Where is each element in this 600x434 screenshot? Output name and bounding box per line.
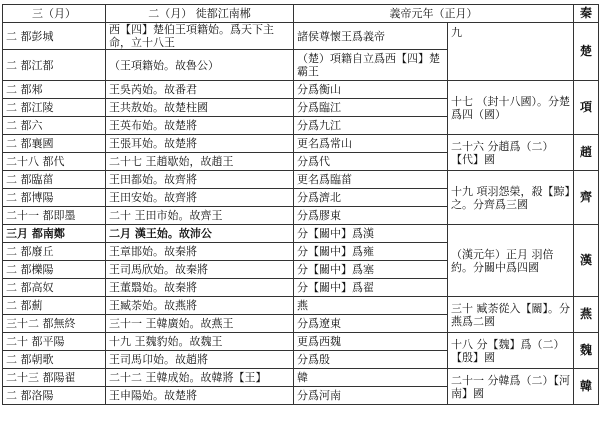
row-18-col2: 王司馬卬始。故趙將 (106, 351, 294, 369)
row-15-col3: 燕 (294, 297, 448, 315)
header-col4: 秦 (574, 5, 599, 23)
table-row (3, 369, 599, 387)
row-5-col3: 分爲九江 (294, 117, 448, 135)
state-han-kingdom: 韓 (574, 369, 599, 405)
row-19-col1: 二十三 都陽翟 (3, 369, 106, 387)
row-18-col3: 分爲殷 (294, 351, 448, 369)
row-10-col3: 分爲膠東 (294, 207, 448, 225)
row-6-col2: 王張耳始。故楚將 (106, 135, 294, 153)
row-19-col2: 二十二 王韓成始。故韓將【王】 (106, 369, 294, 387)
row-14-col3: 分【關中】爲翟 (294, 279, 448, 297)
row-4-col2: 王共敖始。故楚柱國 (106, 99, 294, 117)
row-13-col3: 分【關中】爲塞 (294, 261, 448, 279)
row-19-event: 二十一 分韓爲（二）【河南】國 (448, 369, 574, 405)
row-8-col1: 二 都臨菑 (3, 171, 106, 189)
row-7-col1: 二十八 都代 (3, 153, 106, 171)
row-2-col1: 二 都江都 (3, 50, 106, 81)
header-col3: 義帝元年（正月） (294, 5, 574, 23)
row-8-col3: 更名爲臨菑 (294, 171, 448, 189)
row-20-col1: 二 都洛陽 (3, 387, 106, 405)
header-col2: 二（月） 徙都江南郴 (106, 5, 294, 23)
row-17-col3: 更爲西魏 (294, 333, 448, 351)
row-9-col3: 分爲濟北 (294, 189, 448, 207)
row-6-col1: 二 都襄國 (3, 135, 106, 153)
row-1-event: 九 (448, 23, 574, 81)
row-1-col2: 西【四】楚伯王項籍始。爲天下主命，立十八王 (106, 23, 294, 50)
state-qi: 齊 (574, 171, 599, 225)
row-13-col1: 二 都櫟陽 (3, 261, 106, 279)
row-12-col1: 二 都廢丘 (3, 243, 106, 261)
state-zhao: 趙 (574, 135, 599, 171)
row-2-col3: （楚）項籍自立爲西【四】楚霸王 (294, 50, 448, 81)
row-5-col2: 王英布始。故楚將 (106, 117, 294, 135)
row-15-col1: 二 都薊 (3, 297, 106, 315)
row-18-col1: 二 都朝歌 (3, 351, 106, 369)
row-17-col2: 十九 王魏豹始。故魏王 (106, 333, 294, 351)
row-16-col3: 分爲遼東 (294, 315, 448, 333)
row-8-col2: 王田都始。故齊將 (106, 171, 294, 189)
row-4-col3: 分爲臨江 (294, 99, 448, 117)
row-2-col2: （王項籍始。故魯公） (106, 50, 294, 81)
row-7-col2: 二十七 王趙歇始，故趙王 (106, 153, 294, 171)
row-3-col1: 二 都邾 (3, 81, 106, 99)
row-11-event: （漢元年）正月 羽倍約。分關中爲四國 (448, 225, 574, 297)
row-15-event: 三十 臧荼從入【關】。分燕爲二國 (448, 297, 574, 333)
row-14-col2: 王董翳始。故秦將 (106, 279, 294, 297)
row-9-col1: 二 都博陽 (3, 189, 106, 207)
row-14-col1: 二 都高奴 (3, 279, 106, 297)
row-17-col1: 二十 都平陽 (3, 333, 106, 351)
table-row (3, 171, 599, 189)
state-han: 漢 (574, 225, 599, 297)
table-row (3, 23, 599, 50)
row-20-col2: 王申陽始。故楚將 (106, 387, 294, 405)
table-row (3, 333, 599, 351)
row-20-col3: 分爲河南 (294, 387, 448, 405)
table-row (3, 135, 599, 153)
row-1-col1: 二 都彭城 (3, 23, 106, 50)
row-12-col2: 王章邯始。故秦將 (106, 243, 294, 261)
row-16-col1: 三十二 都無終 (3, 315, 106, 333)
row-19-col3: 韓 (294, 369, 448, 387)
state-wei: 魏 (574, 333, 599, 369)
row-8-event: 十九 項羽怨榮，殺【黥】之。分齊爲三國 (448, 171, 574, 225)
header-col1: 三（月） (3, 5, 106, 23)
table-row (3, 81, 599, 99)
row-6-col3: 更名爲常山 (294, 135, 448, 153)
row-16-col2: 三十一 王韓廣始。故燕王 (106, 315, 294, 333)
row-12-col3: 分【關中】爲雍 (294, 243, 448, 261)
row-17-event: 十八 分【魏】爲（二）【殷】國 (448, 333, 574, 369)
row-9-col2: 王田安始。故齊將 (106, 189, 294, 207)
row-11-col3: 分【關中】爲漢 (294, 225, 448, 243)
state-xiang: 項 (574, 81, 599, 135)
row-6-event: 二十六 分趙爲（二）【代】國 (448, 135, 574, 171)
table-header-row (3, 5, 599, 23)
row-7-col3: 分爲代 (294, 153, 448, 171)
state-yan: 燕 (574, 297, 599, 333)
chronology-table (2, 4, 599, 405)
row-4-col1: 二 都江陵 (3, 99, 106, 117)
table-row (3, 297, 599, 315)
row-11-col2: 二月 漢王始。故沛公 (106, 225, 294, 243)
row-3-col3: 分爲衡山 (294, 81, 448, 99)
row-10-col2: 二十 王田市始。故齊王 (106, 207, 294, 225)
state-chu: 楚 (574, 23, 599, 81)
row-3-event: 十七 （封十八國）。分楚爲四（國） (448, 81, 574, 135)
row-1-col3: 諸侯尊懷王爲義帝 (294, 23, 448, 50)
row-11-col1: 三月 都南鄭 (3, 225, 106, 243)
row-15-col2: 王臧荼始。故燕將 (106, 297, 294, 315)
row-3-col2: 王吳芮始。故番君 (106, 81, 294, 99)
row-5-col1: 二 都六 (3, 117, 106, 135)
row-10-col1: 二十一 都即墨 (3, 207, 106, 225)
row-13-col2: 王司馬欣始。故秦將 (106, 261, 294, 279)
table-row (3, 225, 599, 243)
